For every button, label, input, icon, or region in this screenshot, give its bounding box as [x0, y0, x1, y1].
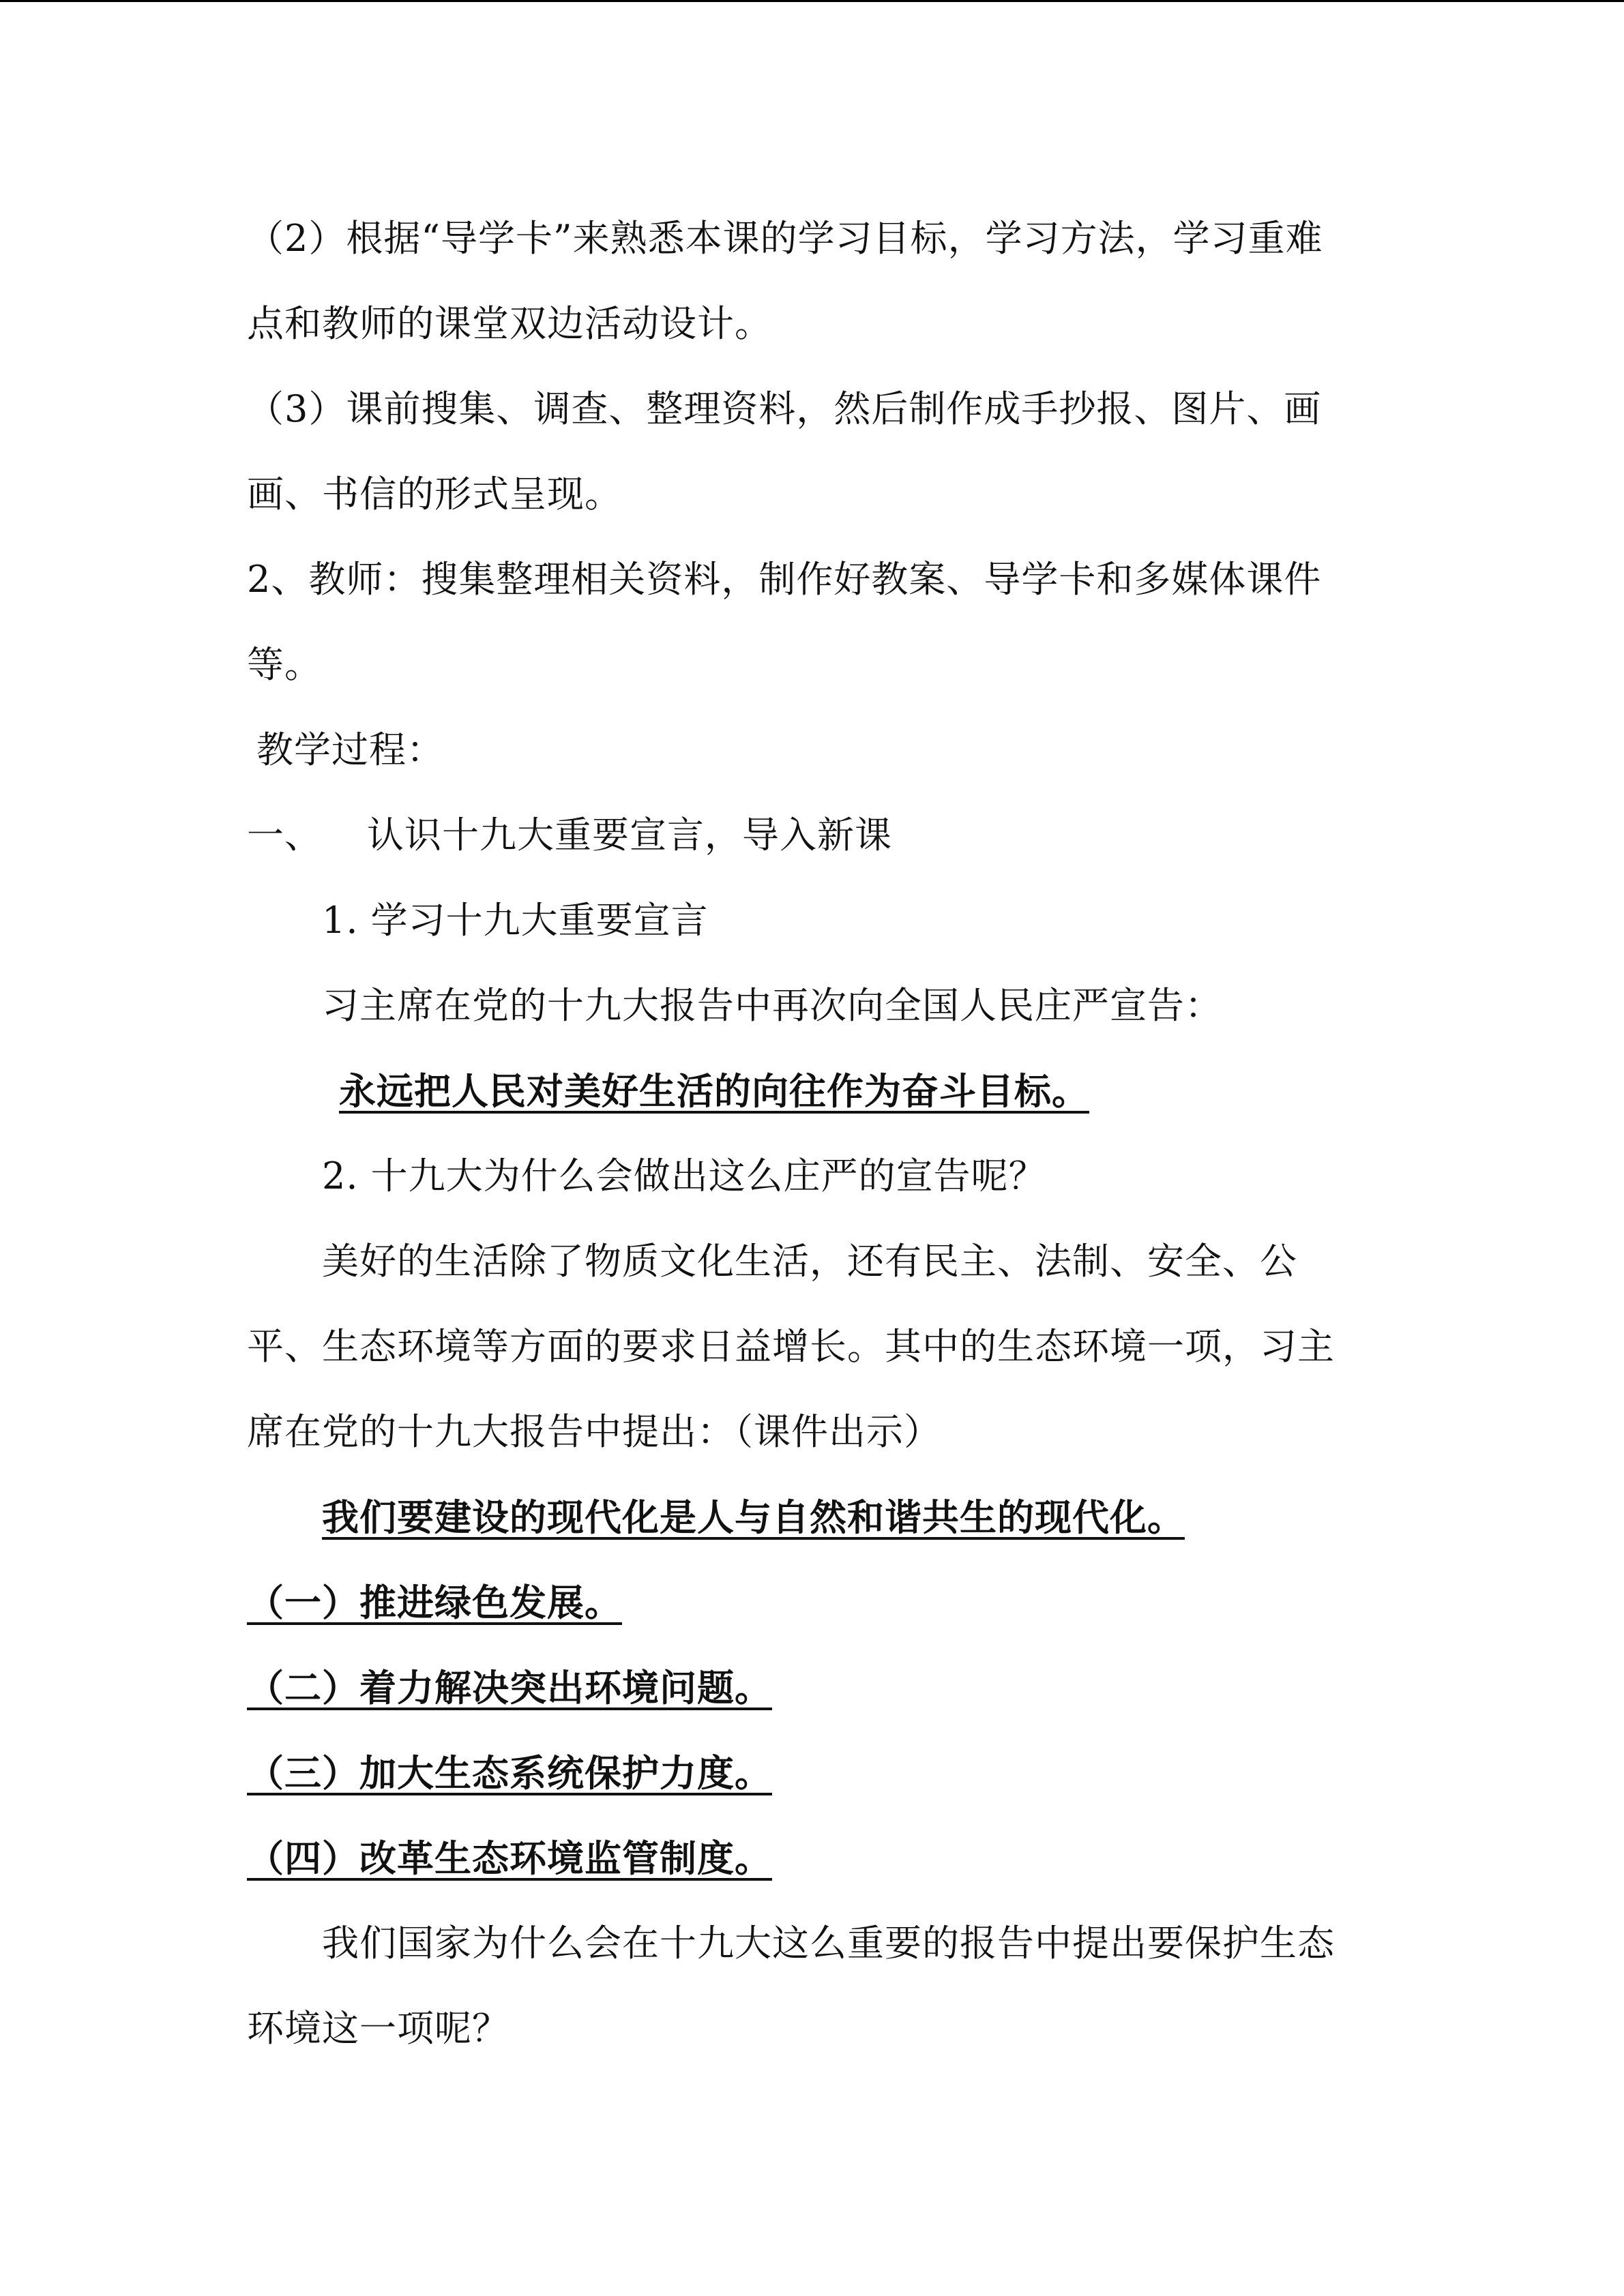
section-heading-teaching-process: 教学过程： — [256, 728, 444, 771]
paragraph-better-life-line-3: 席在党的十九大报告中提出：（课件出示） — [247, 1410, 941, 1453]
question-paragraph-line-2: 环境这一项呢？ — [247, 2007, 510, 2050]
prep-item-2-line-2: 点和教师的课堂双边活动设计。 — [247, 302, 772, 345]
point-4: （四）改革生态环境监管制度。 — [247, 1836, 772, 1880]
subheading-2: 2. 十九大为什么会做出这么庄严的宣告呢？ — [322, 1154, 1046, 1197]
point-1: （一）推进绿色发展。 — [247, 1581, 622, 1624]
prep-item-2-line-1: （2）根据“导学卡”来熟悉本课的学习目标，学习方法，学习重难 — [247, 217, 1323, 260]
point-3: （三）加大生态系统保护力度。 — [247, 1751, 772, 1795]
prep-item-3-line-2: 画、书信的形式呈现。 — [247, 473, 622, 516]
subheading-1: 1. 学习十九大重要宣言 — [322, 899, 709, 942]
declaration-quote: 永远把人民对美好生活的向往作为奋斗目标。 — [339, 1069, 1089, 1113]
paragraph-declaration-intro: 习主席在党的十九大报告中再次向全国人民庄严宣告： — [322, 984, 1222, 1027]
paragraph-better-life-line-2: 平、生态环境等方面的要求日益增长。其中的生态环境一项，习主 — [247, 1325, 1335, 1368]
top-border-line — [0, 0, 1624, 2]
paragraph-better-life-line-1: 美好的生活除了物质文化生活，还有民主、法制、安全、公 — [322, 1240, 1297, 1283]
part-one-title: 认识十九大重要宣言，导入新课 — [367, 814, 892, 856]
part-one-heading — [247, 814, 892, 857]
modernization-quote: 我们要建设的现代化是人与自然和谐共生的现代化。 — [322, 1495, 1185, 1539]
teacher-prep-line-1: 2、教师：搜集整理相关资料，制作好教案、导学卡和多媒体课件 — [247, 558, 1322, 601]
question-paragraph-line-1: 我们国家为什么会在十九大这么重要的报告中提出要保护生态 — [322, 1922, 1335, 1965]
teacher-prep-line-2: 等。 — [247, 643, 322, 686]
prep-item-3-line-1: （3）课前搜集、调查、整理资料，然后制作成手抄报、图片、画 — [247, 387, 1322, 430]
part-one-number: 一、 — [247, 814, 322, 856]
point-2: （二）着力解决突出环境问题。 — [247, 1666, 772, 1710]
